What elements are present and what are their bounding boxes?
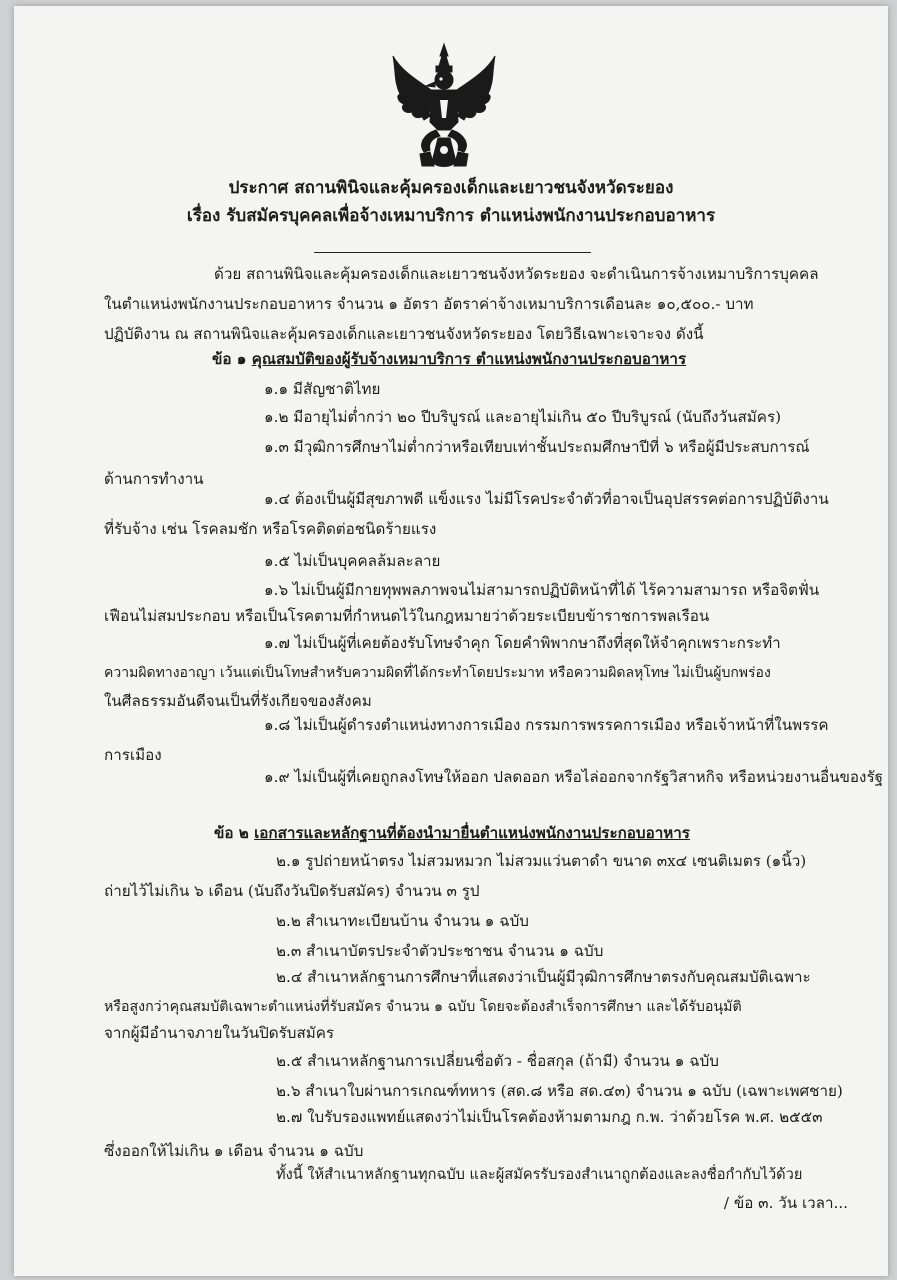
list-item: ๑.๕ ไม่เป็นบุคคลล้มละลาย — [264, 552, 441, 570]
garuda-emblem-icon — [390, 42, 498, 174]
list-item: ในศีลธรรมอันดีจนเป็นที่รังเกียจของสังคม — [104, 692, 372, 710]
section-1-heading: ข้อ ๑ คุณสมบัติของผู้รับจ้างเหมาบริการ ตำแหน่งพนักงานประกอบอาหาร — [212, 350, 687, 368]
list-item: ๑.๖ ไม่เป็นผู้มีกายทุพพลภาพจนไม่สามารถปฏิบัติหน้าที่ได้ ไร้ความสามารถ หรือจิตฟั่น — [264, 581, 820, 599]
list-item: ทั้งนี้ ให้สำเนาหลักฐานทุกฉบับ และผู้สมัครรับรองสำเนาถูกต้องและลงชื่อกำกับไว้ด้วย — [276, 1166, 803, 1183]
list-item: หรือสูงกว่าคุณสมบัติเฉพาะตำแหน่งที่รับสมัคร จำนวน ๑ ฉบับ โดยจะต้องสำเร็จการศึกษา และได้รับอนุมัติ — [104, 999, 742, 1015]
section-2-heading: ข้อ ๒ เอกสารและหลักฐานที่ต้องนำมายื่นตำแหน่งพนักงานประกอบอาหาร — [214, 824, 690, 842]
list-item: ๒.๖ สำเนาใบผ่านการเกณฑ์ทหาร (สด.๘ หรือ สด.๔๓) จำนวน ๑ ฉบับ (เฉพาะเพศชาย) — [276, 1082, 843, 1100]
list-item: การเมือง — [104, 746, 162, 764]
list-item: ๑.๘ ไม่เป็นผู้ดำรงตำแหน่งทางการเมือง กรรมการพรรคการเมือง หรือเจ้าหน้าที่ในพรรค — [264, 716, 829, 734]
list-item: ถ่ายไว้ไม่เกิน ๖ เดือน (นับถึงวันปิดรับสมัคร) จำนวน ๓ รูป — [104, 882, 480, 900]
list-item: จากผู้มีอำนาจภายในวันปิดรับสมัคร — [104, 1024, 335, 1042]
announcement-title: ประกาศ สถานพินิจและคุ้มครองเด็กและเยาวชนจังหวัดระยอง — [228, 178, 674, 198]
list-item: ซึ่งออกให้ไม่เกิน ๑ เดือน จำนวน ๑ ฉบับ — [104, 1142, 364, 1160]
list-item: ๑.๒ มีอายุไม่ต่ำกว่า ๒๐ ปีบริบูรณ์ และอายุไม่เกิน ๕๐ ปีบริบูรณ์ (นับถึงวันสมัคร) — [264, 408, 782, 426]
document-page — [14, 6, 888, 1276]
list-item: เฟือนไม่สมประกอบ หรือเป็นโรคตามที่กำหนดไว้ในกฎหมายว่าด้วยระเบียบข้าราชการพลเรือน — [104, 607, 710, 625]
list-item: ๑.๗ ไม่เป็นผู้ที่เคยต้องรับโทษจำคุก โดยคำพิพากษาถึงที่สุดให้จำคุกเพราะกระทำ — [264, 634, 781, 652]
list-item: ๒.๗ ใบรับรองแพทย์แสดงว่าไม่เป็นโรคต้องห้ามตามกฎ ก.พ. ว่าด้วยโรค พ.ศ. ๒๕๕๓ — [276, 1108, 823, 1126]
list-item: ๒.๒ สำเนาทะเบียนบ้าน จำนวน ๑ ฉบับ — [276, 912, 529, 930]
intro-line: ในตำแหน่งพนักงานประกอบอาหาร จำนวน ๑ อัตรา อัตราค่าจ้างเหมาบริการเดือนละ ๑๐,๕๐๐.- บาท — [104, 295, 754, 313]
list-item: ๒.๓ สำเนาบัตรประจำตัวประชาชน จำนวน ๑ ฉบับ — [276, 942, 604, 960]
list-item: ๑.๙ ไม่เป็นผู้ที่เคยถูกลงโทษให้ออก ปลดออก หรือไล่ออกจากรัฐวิสาหกิจ หรือหน่วยงานอื่นของรัฐ — [264, 768, 883, 786]
list-item: ด้านการทำงาน — [104, 470, 204, 488]
list-item: ๑.๑ มีสัญชาติไทย — [264, 380, 381, 398]
list-item: ๒.๔ สำเนาหลักฐานการศึกษาที่แสดงว่าเป็นผู้มีวุฒิการศึกษาตรงกับคุณสมบัติเฉพาะ — [276, 968, 811, 986]
list-item: ๑.๓ มีวุฒิการศึกษาไม่ต่ำกว่าหรือเทียบเท่าชั้นประถมศึกษาปีที่ ๖ หรือผู้มีประสบการณ์ — [264, 438, 810, 456]
intro-line: ด้วย สถานพินิจและคุ้มครองเด็กและเยาวชนจังหวัดระยอง จะดำเนินการจ้างเหมาบริการบุคคล — [214, 265, 819, 283]
continuation-note: / ข้อ ๓. วัน เวลา... — [723, 1194, 848, 1212]
list-item: ๒.๑ รูปถ่ายหน้าตรง ไม่สวมหมวก ไม่สวมแว่นตาดำ ขนาด ๓x๔ เซนติเมตร (๑นิ้ว) — [276, 852, 807, 870]
title-divider — [314, 252, 591, 253]
list-item: ความผิดทางอาญา เว้นแต่เป็นโทษสำหรับความผิดที่ได้กระทำโดยประมาท หรือความผิดลหุโทษ ไม่เป็นผู้บกพร่อง — [104, 665, 771, 681]
intro-line: ปฏิบัติงาน ณ สถานพินิจและคุ้มครองเด็กและเยาวชนจังหวัดระยอง โดยวิธีเฉพาะเจาะจง ดังนี้ — [104, 325, 704, 343]
list-item: ๒.๕ สำเนาหลักฐานการเปลี่ยนชื่อตัว - ชื่อสกุล (ถ้ามี) จำนวน ๑ ฉบับ — [276, 1052, 719, 1070]
list-item: ที่รับจ้าง เช่น โรคลมชัก หรือโรคติดต่อชนิดร้ายแรง — [104, 520, 437, 538]
list-item: ๑.๔ ต้องเป็นผู้มีสุขภาพดี แข็งแรง ไม่มีโรคประจำตัวที่อาจเป็นอุปสรรคต่อการปฏิบัติงาน — [264, 490, 829, 508]
announcement-subject: เรื่อง รับสมัครบุคคลเพื่อจ้างเหมาบริการ ตำแหน่งพนักงานประกอบอาหาร — [186, 206, 716, 226]
